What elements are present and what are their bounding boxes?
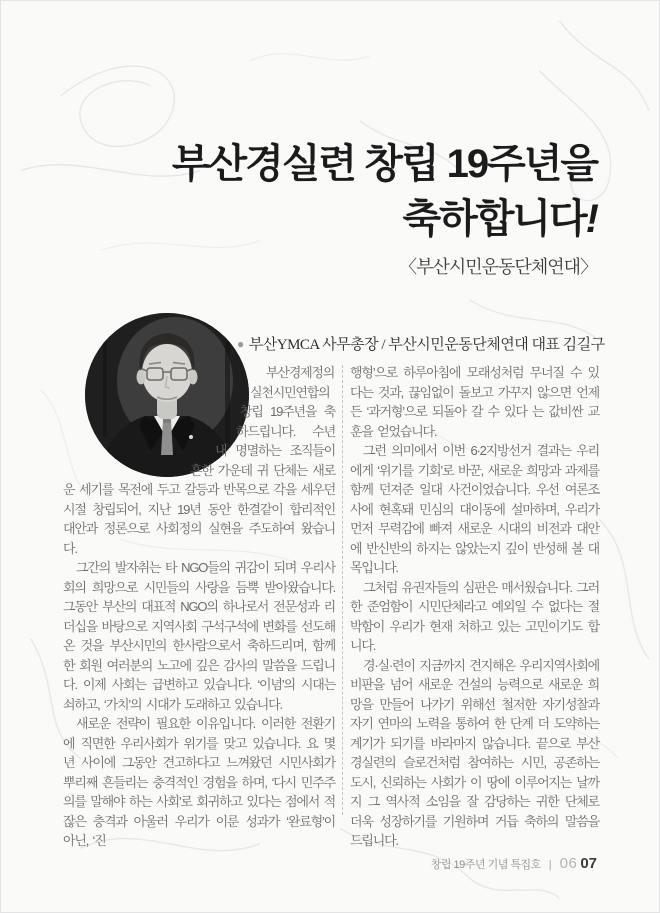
article-body xyxy=(63,363,599,848)
organization-name: 〈부산시민운동단체연대〉 xyxy=(399,257,597,277)
paragraph: 그간의 발자취는 타 NGO들의 귀감이 되며 우리사회의 희망으로 시민들의 사랑을 듬뿍 받아왔습니다. 그동안 부산의 대표적 NGO의 하나로서 전문성과 리더십을 바탕으로 지역사회 구석구석에 변화를 선도해 온 것을 부산시민의 한사람으로서 축하드리며, 함께한 회원 여러분의 노고에 깊은 감사의 말씀을 드립니다. 이제 사회는 급변하고 있습니다. ‘이념’의 시대는 쇠하고, ‘가치’의 시대가 도래하고 있습니다. xyxy=(63,560,335,712)
footer-page-number-current: 07 xyxy=(580,855,597,872)
title-line-1: 부산경실련 창립 19주년을 xyxy=(171,142,597,186)
title-exclamation: ! xyxy=(585,197,597,241)
paragraph: 경·실·련이 지금까지 견지해온 우리지역사회에 비판을 넘어 새로운 건설의 능력으로 새로운 희망을 만들어 나가기 위해선 철저한 자기성찰과 자기 연마의 노력을 통하여 한 단계 더 도약하는 계기가 되기를 바라마지 않습니다. 끝으로 부산경실련의 슬로건처럼 참여하는 시민, 공존하는 도시, 신뢰하는 사회가 이 땅에 이루어지는 날까지 그 역사적 소임을 잘 감당하는 귀한 단체로 더욱 성장하기를 기원하며 거듭 축하의 말씀을 드립니다. xyxy=(350,657,599,848)
column-divider xyxy=(342,365,343,815)
footer-page-number-prev: 06 xyxy=(559,855,578,872)
byline-text: 부산YMCA 사무총장 / 부산시민운동단체연대 대표 김길구 xyxy=(248,337,605,353)
text-wrap-spacer xyxy=(63,422,236,442)
paragraph: 부산경제정의 실천시민연합의 창립 19주년을 축하드립니다. 수년 내 명멸하는 조직들이 흔한 가운데 귀 단체는 새로운 세기를 목전에 두고 갈등과 반목으로 각을 세우던 시절 창립되어, 지난 19년 동안 한결같이 합리적인 대안과 정론으로 사회정의 실현을 주도하여 왔습니다. xyxy=(63,365,335,556)
text-wrap-spacer xyxy=(63,461,190,481)
text-wrap-spacer xyxy=(63,363,253,383)
article-column-left xyxy=(63,363,335,848)
page-title xyxy=(172,137,597,247)
paragraph: 그런 의미에서 이번 6·2지방선거 결과는 우리에게 ‘위기를 기회’로 바꾼, 새로운 희망과 과제를 함께 던져준 일대 사건이었습니다. 우선 여론조사에 현혹돼 민심의 대이동에 설마하며, 우리가 먼저 무력감에 빠져 새로운 시대의 비전과 대안에 반신반의 하지는 않았는지 깊이 반성해 볼 대목입니다. xyxy=(350,443,599,575)
paragraph: 행형’으로 하루아침에 모래성처럼 무너질 수 있다는 것과, 끊임없이 돌보고 가꾸지 않으면 언제든 ‘과거형’으로 되돌아 갈 수 있다 는 값비싼 교훈을 얻었습니다. xyxy=(350,365,599,439)
text-wrap-spacer xyxy=(63,402,240,422)
page-footer xyxy=(431,855,597,872)
paragraph: 새로운 전략이 필요한 이유입니다. 이러한 전환기에 직면한 우리사회가 위기를 맞고 있습니다. 요 몇 년 사이에 그동안 견고하다고 느껴왔던 시민사회가 뿌리째 흔들리는 충격적인 경험을 하며, ‘다시 민주주의를 말해야 하는 사회’로 회귀하고 있다는 점에서 적잖은 충격과 아울러 우리가 이룬 성과가 ‘완료형’이 아닌, ‘진 xyxy=(63,716,335,848)
text-wrap-spacer xyxy=(63,441,215,461)
footer-separator: | xyxy=(548,859,552,871)
title-line-2 xyxy=(172,192,597,247)
title-line-2-text: 축하합니다 xyxy=(402,197,586,241)
article-column-right xyxy=(350,363,599,848)
text-wrap-spacer xyxy=(63,383,250,403)
byline xyxy=(237,333,605,354)
paragraph: 그처럼 유권자들의 심판은 매서웠습니다. 그러한 준엄함이 시민단체라고 예외일 수 없다는 절박함이 우리가 현재 처하고 있는 고민이기도 합니다. xyxy=(350,579,599,653)
bullet-icon: ● xyxy=(237,337,244,351)
footer-issue-label: 창립 19주년 기념 특집호 xyxy=(430,859,541,871)
